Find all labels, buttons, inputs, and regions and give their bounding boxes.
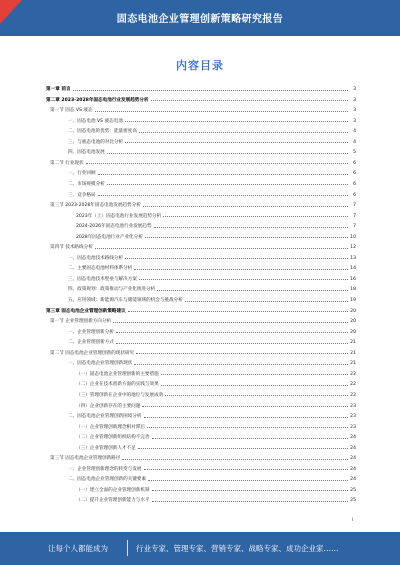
toc-entry-title: 2023年（上）固态电池行业发展趋势分析 — [76, 213, 162, 219]
toc-entry[interactable] — [46, 432, 356, 440]
toc-entry-title: 第二节 行业现状 — [50, 160, 84, 166]
toc-entry-page: 3 — [353, 108, 356, 114]
toc-entry-page: 4 — [353, 129, 356, 135]
toc-entry-title: 第三节 2023-2028年固态电池发展趋势分析 — [50, 203, 141, 209]
toc-leader-dots — [113, 322, 348, 323]
toc-entry-title: 一、固态电池企业管理创新现状 — [68, 361, 133, 367]
toc-entry-page: 14 — [350, 266, 356, 272]
footer-divider — [127, 540, 128, 556]
toc-entry[interactable] — [46, 464, 356, 472]
toc-leader-dots — [161, 385, 348, 386]
toc-entry-title: 三、竞争格局 — [68, 192, 96, 198]
toc-leader-dots — [144, 417, 348, 418]
toc-leader-dots — [73, 90, 348, 91]
toc-entry-page: 5 — [353, 150, 356, 156]
toc-entry-title: 第四节 技术路线分析 — [50, 245, 93, 251]
toc-entry[interactable] — [46, 327, 356, 335]
toc-entry-title: （一）企业管理创新理念相对滞后 — [76, 424, 145, 430]
toc-entry-page: 6 — [353, 181, 356, 187]
footer-bar — [0, 532, 400, 565]
toc-entry[interactable] — [46, 379, 356, 387]
toc-entry-title: 第三章 固态电池企业管理创新策略建议 — [46, 308, 126, 314]
toc-entry-title: 二、固态电池企业管理创新困境分析 — [68, 414, 142, 420]
toc-entry-page: 18 — [350, 287, 356, 293]
toc-entry-title: 第三节 固态电池企业管理创新路径 — [50, 456, 121, 462]
toc-leader-dots — [161, 374, 348, 375]
toc-leader-dots — [152, 490, 348, 491]
toc-entry-page: 7 — [353, 213, 356, 219]
toc-entry-page: 16 — [350, 276, 356, 282]
toc-leader-dots — [86, 163, 348, 164]
toc-entry[interactable] — [46, 116, 356, 124]
toc-entry[interactable] — [46, 211, 356, 219]
toc-entry[interactable] — [46, 147, 356, 155]
toc-entry-title: 一、企业管理创新分析 — [68, 329, 114, 335]
toc-entry[interactable] — [46, 168, 356, 176]
toc-entry-title: 2024-2026年固态电池行业发展趋势 — [76, 224, 152, 230]
toc-leader-dots — [95, 111, 348, 112]
toc-entry[interactable] — [46, 284, 356, 292]
toc-entry-page: 25 — [350, 487, 356, 493]
toc-entry-page: 7 — [353, 224, 356, 230]
toc-entry-page: 24 — [350, 435, 356, 441]
toc-entry-title: 四、政策规划：政策推动与产业化推进分析 — [68, 287, 156, 293]
toc-entry-title: 二、企业管理创新方式 — [68, 340, 114, 346]
toc-entry[interactable] — [46, 411, 356, 419]
toc-leader-dots — [148, 480, 348, 481]
toc-entry[interactable] — [46, 137, 356, 145]
toc-entry-page: 23 — [350, 414, 356, 420]
toc-entry[interactable] — [46, 221, 356, 229]
footer-slogan-right: 行业专家、管理专家、营销专家、战略专家、成功企业家…… — [136, 544, 339, 553]
toc-entry[interactable] — [46, 443, 356, 451]
toc-entry[interactable] — [46, 390, 356, 398]
toc-entry[interactable] — [46, 337, 356, 345]
toc-entry-page: 20 — [350, 329, 356, 335]
toc-leader-dots — [143, 206, 348, 207]
report-title: 固态电池企业管理创新策略研究报告 — [116, 14, 284, 25]
toc-leader-dots — [134, 364, 348, 365]
toc-entry-page: 20 — [350, 319, 356, 325]
toc-entry[interactable] — [46, 422, 356, 430]
toc-leader-dots — [152, 501, 348, 502]
toc-entry[interactable] — [46, 306, 356, 314]
toc-entry[interactable] — [46, 263, 356, 271]
toc-entry[interactable] — [46, 316, 356, 324]
toc-entry-title: 第一节 企业管理创新方向分析 — [50, 319, 112, 325]
toc-leader-dots — [125, 121, 348, 122]
toc-entry-title: 2028年固态电池行业产业化分析 — [76, 234, 143, 240]
toc-leader-dots — [145, 237, 348, 238]
toc-entry-title: 二、市场规模分析 — [68, 181, 105, 187]
toc-entry[interactable] — [46, 126, 356, 134]
toc-leader-dots — [107, 184, 348, 185]
toc-entry-page: 24 — [350, 456, 356, 462]
toc-leader-dots — [125, 258, 348, 259]
toc-entry[interactable] — [46, 401, 356, 409]
toc-leader-dots — [128, 311, 348, 312]
toc-leader-dots — [142, 406, 348, 407]
toc-leader-dots — [134, 269, 348, 270]
toc-entry-page: 22 — [350, 371, 356, 377]
page-number: I — [352, 518, 354, 523]
toc-entry[interactable] — [46, 485, 356, 493]
toc-leader-dots — [95, 248, 348, 249]
toc-entry-page: 21 — [350, 361, 356, 367]
toc-entry-page: 3 — [353, 97, 356, 103]
toc-leader-dots — [116, 343, 348, 344]
toc-entry[interactable] — [46, 190, 356, 198]
toc-entry-page: 6 — [353, 160, 356, 166]
toc-entry[interactable] — [46, 95, 356, 103]
toc-entry-page: 21 — [350, 350, 356, 356]
toc-entry[interactable] — [46, 295, 356, 303]
toc-entry-page: 21 — [350, 340, 356, 346]
toc-entry-title: （三）企业管理创新人才不足 — [76, 445, 136, 451]
toc-leader-dots — [98, 195, 348, 196]
toc-entry-page: 22 — [350, 382, 356, 388]
toc-entry[interactable] — [46, 358, 356, 366]
toc-heading: 内容目录 — [176, 59, 224, 72]
toc-entry-title: 五、应用领域：新能源汽车与储能领域的机会与挑战分析 — [68, 298, 183, 303]
toc-entry[interactable] — [46, 274, 356, 282]
toc-entry[interactable] — [46, 369, 356, 377]
toc-entry-title: 二、固态电池企业管理创新的关键要素 — [68, 477, 147, 483]
toc-leader-dots — [139, 132, 348, 133]
toc-entry-title: （一）建立全面的企业管理创新机制 — [76, 487, 150, 493]
toc-entry-page: 6 — [353, 171, 356, 177]
toc-leader-dots — [154, 227, 348, 228]
toc-entry-page: 12 — [350, 245, 356, 251]
toc-entry[interactable] — [46, 474, 356, 482]
toc-entry-page: 13 — [350, 255, 356, 261]
toc-entry[interactable] — [46, 453, 356, 461]
toc-entry-title: 三、固态电池技术壁垒与解决方案 — [68, 276, 137, 282]
toc-entry-title: （二）提升企业管理创新能力与水平 — [76, 498, 150, 504]
toc-leader-dots — [185, 301, 348, 302]
toc-entry[interactable] — [46, 242, 356, 250]
toc-leader-dots — [139, 279, 348, 280]
toc-entry[interactable] — [46, 158, 356, 166]
toc-entry-title: 一、固态电池技术路线分析 — [68, 255, 124, 261]
toc-leader-dots — [136, 353, 348, 354]
toc-entry-page: 3 — [353, 87, 356, 92]
toc-leader-dots — [163, 216, 348, 217]
toc-entry-title: 二、固态电池的优势：能量密度高 — [68, 129, 137, 135]
toc-leader-dots — [138, 448, 348, 449]
toc-entry[interactable] — [46, 179, 356, 187]
toc-entry-title: 一、企业管理创新理念的转变与发展 — [68, 466, 142, 472]
toc-entry-page: 20 — [350, 308, 356, 314]
toc-entry-title: 三、与液态电池的对比分析 — [68, 139, 124, 145]
toc-entry-title: 第二节 固态电池企业管理创新的现状研究 — [50, 350, 135, 356]
toc-leader-dots — [157, 290, 348, 291]
toc-entry-page: 24 — [350, 477, 356, 483]
toc-entry-page: 24 — [350, 466, 356, 472]
toc-entry[interactable] — [46, 348, 356, 356]
footer-slogan-left: 让每个人都能成为 — [48, 544, 108, 553]
toc-leader-dots — [116, 332, 348, 333]
toc-entry[interactable] — [46, 105, 356, 113]
toc-leader-dots — [165, 395, 348, 396]
toc-entry-title: 四、固态电池发展 — [68, 150, 105, 156]
toc-entry[interactable] — [46, 200, 356, 208]
toc-entry-title: 第一章 前言 — [46, 87, 71, 92]
report-header-bar — [0, 0, 400, 36]
toc-entry-title: （二）企业在技术创新方面的实践与效果 — [76, 382, 159, 388]
toc-entry-page: 3 — [353, 118, 356, 124]
toc-entry[interactable] — [46, 232, 356, 240]
toc-entry-page: 7 — [353, 203, 356, 209]
toc-entry-title: 一、固态电池 VS 液态电池 — [68, 118, 123, 124]
toc-entry[interactable] — [46, 495, 356, 503]
toc-entry-page: 10 — [350, 234, 356, 240]
toc-entry-title: 二、主要固态电池材料体系分析 — [68, 266, 133, 272]
toc-entry-title: （一）固态电池企业管理创新的主要措施 — [76, 371, 159, 377]
toc-entry-page: 24 — [350, 445, 356, 451]
toc-entry-title: 第一节 固态 VS 液态 — [50, 108, 93, 114]
toc-leader-dots — [107, 153, 348, 154]
toc-entry-title: （三）管理创新在企业中的地位与发展成效 — [76, 392, 164, 398]
toc-leader-dots — [151, 100, 348, 101]
toc-leader-dots — [98, 174, 348, 175]
toc-entry-page: 6 — [353, 192, 356, 198]
toc-entry-page: 4 — [353, 139, 356, 145]
toc-entry-page: 23 — [350, 403, 356, 409]
toc-entry[interactable] — [46, 84, 356, 92]
toc-leader-dots — [147, 427, 348, 428]
toc-entry-title: （二）企业管理创新组织结构不完善 — [76, 435, 150, 441]
toc-leader-dots — [125, 142, 348, 143]
toc-entry-page: 25 — [350, 498, 356, 504]
toc-entry-title: 第二章 2023-2028年固态电池行业发展趋势分析 — [46, 97, 149, 103]
toc-entry-title: （四）企业创新存在的主要问题 — [76, 403, 141, 409]
toc-entry-page: 19 — [350, 298, 356, 303]
toc-entry-page: 22 — [350, 392, 356, 398]
toc-entry-title: 一、行业回顾 — [68, 171, 96, 177]
toc-leader-dots — [152, 438, 348, 439]
toc-leader-dots — [144, 469, 348, 470]
toc-leader-dots — [122, 459, 348, 460]
toc-entry[interactable] — [46, 253, 356, 261]
toc-entry-page: 23 — [350, 424, 356, 430]
